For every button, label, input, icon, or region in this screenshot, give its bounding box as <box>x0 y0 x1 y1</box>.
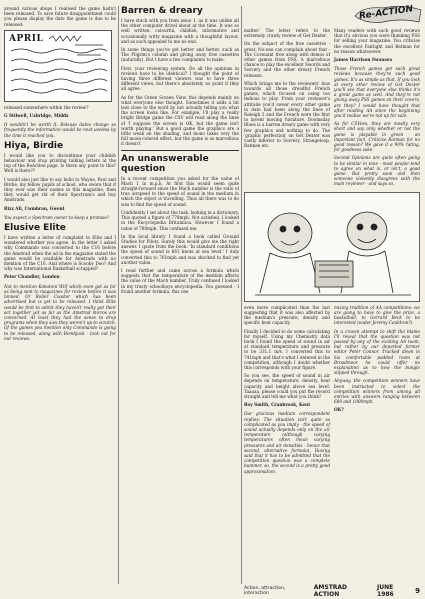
column-3d <box>334 305 420 477</box>
editor-reply: You expect a Spectrum owner to keep a promise? <box>4 214 110 220</box>
column-3c <box>244 305 330 477</box>
column-3b <box>334 28 420 190</box>
section-divider <box>121 150 239 151</box>
letter-signature: G Stilwell, Uxbridge, Middx <box>4 113 69 119</box>
letter-text: around various shops I realised the game hadn't been released. To save future disappointment could you please display the date the game is due to be released: <box>4 6 116 27</box>
cartoon-illustration <box>244 192 420 302</box>
letter-text: even more complicated than the last suggesting that it was also affected by the medium's pressure, density and specific heat capacity. <box>244 304 330 326</box>
column-rule <box>118 6 119 584</box>
footer-date: JUNE 1986 <box>377 584 394 598</box>
column-1 <box>4 6 116 586</box>
banner-text: Re-ACTION <box>358 4 414 22</box>
letter-text: Many readers with such good reviews that it's obvious you were thanking PSS for selling your magazine. You criticise the excellent Fairlight and Batman for no reason whatsoever. <box>334 28 420 54</box>
column-3-lower <box>244 305 420 477</box>
letter-text: As for the Green Screen View, this depends mainly on what everyone else thought. Sometimes it adds a bit less close to the word by not actually telling you what the screen looks like. For example, I'll play a really bright Bridge game the CSV will read along the lines of 'I suppose the screen is OK, but the game isn't worth playing.' But a good game the graphics are a little weak on the shading, and mono takes very the full moon-colored effect, but the game is as marvellous it doesn't <box>121 94 239 147</box>
letter-text: In some things you've got better and better, such as The Pilgrim's column and giving away free cassettes (naturally). But I have a few complaints to make. <box>121 47 239 63</box>
letter-text: Finally I decided to do some calculating for myself. Using my Chemistry data book I found the speed of sound in air at standard temperature and pressure to be 331.1 m/s. I converted this to 741mph and that's what I entered in the competition, although I doubt whether this corresponds with your figure. <box>244 328 330 370</box>
letter-text: Which brings me to the reviewers' bias towards all those dreadful French games, which focused on using too tedious to play. From your reviewer's attitude you'd swear every other game to date had been along the lines of Raleigh 2 and the French were the first to invent moving furniture. Doomsday Blues is a barren dreary game with very few graphics and nothing to do. The 'graphic perfection' on Get Dexter was vastly inferior to Sorcery, Strangeloop, Batman etc. <box>244 80 330 149</box>
editor-reply: Our gracious medium correspondent replies: The situation isn't quite as complicated as you imply - the speed of sound actually depends only on the air temperature (although varying temperatures often mean varying pressures and air densities - hence that second, alternative formula). Having said that it has to be admitted that the competition question was a complete bummer, so, the second is a pretty good approximation. <box>244 411 330 474</box>
letter-heading: An unanswerable question <box>121 153 209 174</box>
letter-text: Confidently I set about the task, looking in a dictionary. This quoted a figure of 778mph. Not satisfied, I looked in the Encyclopedia Britannica. However I found a value of 760mph. This confused me. <box>121 209 239 231</box>
footer-tagline: Action, attraction, interaction <box>244 586 286 596</box>
letter-text: First, your reviewing system. Do all the opinions in reviews have to be identical? I thought the point of having three different viewers was to have three different views, but there's absolutely no point if they all agree. <box>121 65 239 92</box>
letter-signature: Roy Smith, Cranbrook, Kent <box>244 402 311 408</box>
letter-text: released somewhere within the review? <box>4 104 89 110</box>
april-title: APRIL <box>9 33 44 44</box>
editor-reply-end: OK? <box>334 407 344 413</box>
editor-reply: Anyway, the competition winners have been instructed to select the competition winners from among all entries with answers ranging between 600 and 1000mph. <box>334 378 420 405</box>
letter-text: I have stuck with you from issue 1, as it was unlike all the other computer drivel about at the time. It was so well written, colourful, childish, informative and occasionally witty magazine with a thoughtful layout, and as such appealed to me no end. <box>121 18 239 44</box>
handwritten-dates-drawing <box>5 31 112 102</box>
reaction-banner <box>353 2 423 26</box>
letter-text: So you see, the speed of sound in air depends on temperature, density, heat capacity and height above sea level. Taaaaa, please could you put the record straight and tell me what you think? <box>244 373 330 399</box>
editor-reply: Those French games get such great reviews because they're such good games. It's as simple as that. If you look at every other review of Get Dexter you'll see that everyone else thinks it's a great game as well. And they're not giving away PSS games on their covers, are they? I would have thought that after reading AA since the beginning you'd realise we're not up for sale. <box>334 66 420 119</box>
column-rule <box>241 6 242 584</box>
letter-text: I would also just like to say hello to Wayne, Paul and Birdie, my fellow pupils at school, who swore that if they ever saw their names in this magazine, then they would get rid of their Spectrum's and buy Amstrads. <box>4 176 116 203</box>
cartoon-drawing <box>245 193 420 302</box>
page-number: 9 <box>415 587 420 595</box>
page-footer <box>244 586 420 596</box>
editor-reply: In a craven attempt to shift the blame I'll reveal that the question was not passed by any of the existing AA team, but rather by our departed former editor Peter Connor. Tracked down in his comfortable padded room at Broadmoor he could offer no explanation as to how the bungle slipped through. <box>334 328 420 376</box>
editor-reply: It wouldn't be worth it. Release dates change so frequently the information would be neat useless by the time it reached you. <box>4 122 116 138</box>
april-handwriting-image <box>4 30 112 102</box>
editor-reply: As for CSVees, they are mostly very short and say only whether or not the game is playable in green - an important fact. Criticise Batman for no good reason? We gave it a 90% rating, for goodness sake. <box>334 121 420 153</box>
letter-signature: Peter Chandler, London <box>4 274 60 280</box>
letter-text: matter.' The letter refers to the extremely crawly review of Get Dexter. <box>244 28 330 39</box>
letter-heading: Barren & dreary <box>121 6 203 16</box>
column-3a <box>244 28 330 190</box>
editor-reply: mixing tradition of AA competitions: we are going to have to give the prize, a basketball, to Gerrard Beck to be interested reader Jeremy Cauldron?) <box>334 304 420 326</box>
column-3 <box>244 28 420 584</box>
column-3-upper <box>244 28 420 190</box>
letter-text: On the subject of the free cassettes - great. No-one can complain about that - The Covenant free along with demos of other games from PSS. A marvellous chance to play the excellent Swords and Sorcery and the other dreary French releases. <box>244 41 330 78</box>
letter-text: I read further and came across a formula which suggests that the temperature of the medium affects the value of the Mach number. Truly confused I looked in my trusty schoolboys encyclopedia. You guessed - I found another formula, this one <box>121 267 239 294</box>
footer-publication: AMSTRAD ACTION <box>313 584 348 598</box>
letter-text: I have written a letter of complaint to Elite and I wondered whether you agree. In the letter I asked why Commando was converted to the C16 before the Amstrad when the ad in the magazine stated the game would be available for Amstrads with no mention of the C16. And where is Scooby Doo? And why was International Basketball scrapped? <box>4 235 116 272</box>
editor-reply: Not to mention Kokotoni Wilf which even got as far as being sent to magazines for review before it was binned. Or Roller Coaster which has been advertised but is yet to be released. I think Elite would be first to admit they haven't really got their act together yet as far as the Amstrad micros are concerned. At least they had the sense to drop programs when they saw they weren't up to scratch. Of the games you mention only Commando is going to be released, along with Bombjack - look out for our reviews. <box>4 283 116 341</box>
letter-signature: Rizz Ali, Cwmbran, Gwent <box>4 205 65 211</box>
letter-text: In the local library I found a book called Ground Studies for Pilots. Surely this would give me the right answer. I quote from the book: 'In standard conditions the speed of sound is 661 knots at sea level.' I duly converted this to 761mph and was shocked to find yet another value. <box>121 233 239 265</box>
letter-signature: James Harrison Swansea <box>334 57 393 63</box>
letter-text: In a recent competition you asked for the value of Mach 1 in m.p.h. At first this would seem quite straight-forward since the Mach number is the ratio of true airspeed to the speed of sound in the medium in which the object is travelling. Thus all there was to do was to find the speed of sound. <box>121 175 239 207</box>
column-2 <box>121 6 239 586</box>
letter-heading: Elusive Elite <box>4 223 66 234</box>
letter-heading: Hiya, Birdie <box>4 140 64 151</box>
letter-text: I would like you to discontinue your childish behaviour and stop printing talking letters at the top of the ReAction page. Is there any point to this? Well is there?? <box>4 152 116 174</box>
editor-reply: Second Opinions are quite often going to be similar in tone - most people tend to agree on what is, or isn't, a good game. But pretty soon and then someone violently disagrees with the main reviewer - and says so. <box>334 155 420 187</box>
